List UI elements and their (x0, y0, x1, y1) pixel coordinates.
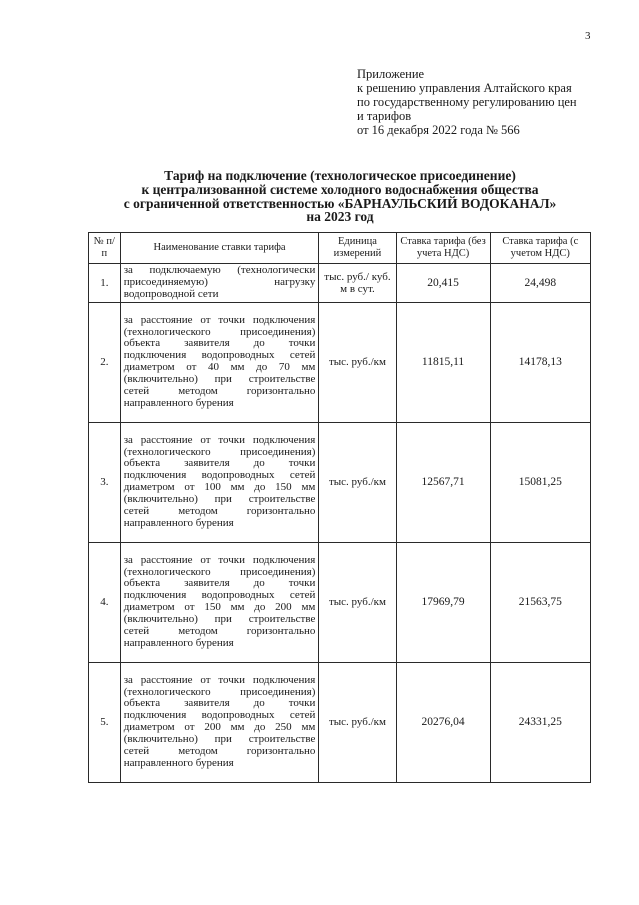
row-rate-no-vat: 20,415 (396, 264, 490, 303)
row-name: за расстояние от точки подключения (технологического присоединения) объекта заявителя до точки подключения водопроводных сетей диаметром от 150 мм до 200 мм (включительно) при строительстве сетей методом горизонтально направленного бурения (120, 542, 319, 662)
row-rate-no-vat: 12567,71 (396, 422, 490, 542)
row-rate-with-vat: 15081,25 (490, 422, 590, 542)
row-rate-no-vat: 11815,11 (396, 302, 490, 422)
annex-line: и тарифов (357, 109, 412, 123)
table-row (89, 662, 591, 782)
row-name: за подключаемую (технологически присоединяемую) нагрузку водопроводной сети (120, 264, 319, 303)
title-line: с ограниченной ответственностью «БАРНАУЛЬСКИЙ ВОДОКАНАЛ» (123, 195, 557, 211)
tariff-table (88, 232, 591, 783)
row-num: 2. (89, 302, 121, 422)
table-row (89, 422, 591, 542)
row-rate-no-vat: 20276,04 (396, 662, 490, 782)
row-name: за расстояние от точки подключения (технологического присоединения) объекта заявителя до точки подключения водопроводных сетей диаметром от 40 мм до 70 мм (включительно) при строительстве сетей методом горизонтально направленного бурения (120, 302, 319, 422)
annex-line: по государственному регулированию цен (357, 95, 577, 109)
header-num: № п/п (89, 233, 121, 264)
annex-block (357, 67, 577, 137)
title-line: Тариф на подключение (технологическое присоединение) (164, 168, 516, 183)
header-name: Наименование ставки тарифа (120, 233, 319, 264)
row-rate-with-vat: 24,498 (490, 264, 590, 303)
annex-line: к решению управления Алтайского края (357, 81, 572, 95)
table-row (89, 542, 591, 662)
table-header-row (89, 233, 591, 264)
title-line: к централизованной системе холодного водоснабжения общества (141, 181, 539, 197)
page-number: 3 (585, 30, 591, 42)
row-unit: тыс. руб./км (319, 302, 396, 422)
row-num: 4. (89, 542, 121, 662)
title-line: на 2023 год (306, 209, 374, 225)
table-row (89, 302, 591, 422)
row-num: 1. (89, 264, 121, 303)
row-unit: тыс. руб./км (319, 422, 396, 542)
row-name: за расстояние от точки подключения (технологического присоединения) объекта заявителя до точки подключения водопроводных сетей диаметром от 200 мм до 250 мм (включительно) при строительстве сетей методом горизонтально направленного бурения (120, 662, 319, 782)
row-unit: тыс. руб./км (319, 662, 396, 782)
row-unit: тыс. руб./ куб. м в сут. (319, 264, 396, 303)
table-row (89, 264, 591, 303)
header-unit: Единица измерений (319, 233, 396, 264)
row-rate-no-vat: 17969,79 (396, 542, 490, 662)
row-rate-with-vat: 21563,75 (490, 542, 590, 662)
row-num: 5. (89, 662, 121, 782)
header-rate-with-vat: Ставка тарифа (с учетом НДС) (490, 233, 590, 264)
row-num: 3. (89, 422, 121, 542)
row-rate-with-vat: 14178,13 (490, 302, 590, 422)
header-rate-no-vat: Ставка тарифа (без учета НДС) (396, 233, 490, 264)
row-name: за расстояние от точки подключения (технологического присоединения) объекта заявителя до точки подключения водопроводных сетей диаметром от 100 мм до 150 мм (включительно) при строительстве сетей методом горизонтально направленного бурения (120, 422, 319, 542)
document-title (90, 169, 590, 224)
annex-line: от 16 декабря 2022 года № 566 (357, 123, 520, 137)
annex-line: Приложение (357, 67, 425, 81)
row-unit: тыс. руб./км (319, 542, 396, 662)
row-rate-with-vat: 24331,25 (490, 662, 590, 782)
